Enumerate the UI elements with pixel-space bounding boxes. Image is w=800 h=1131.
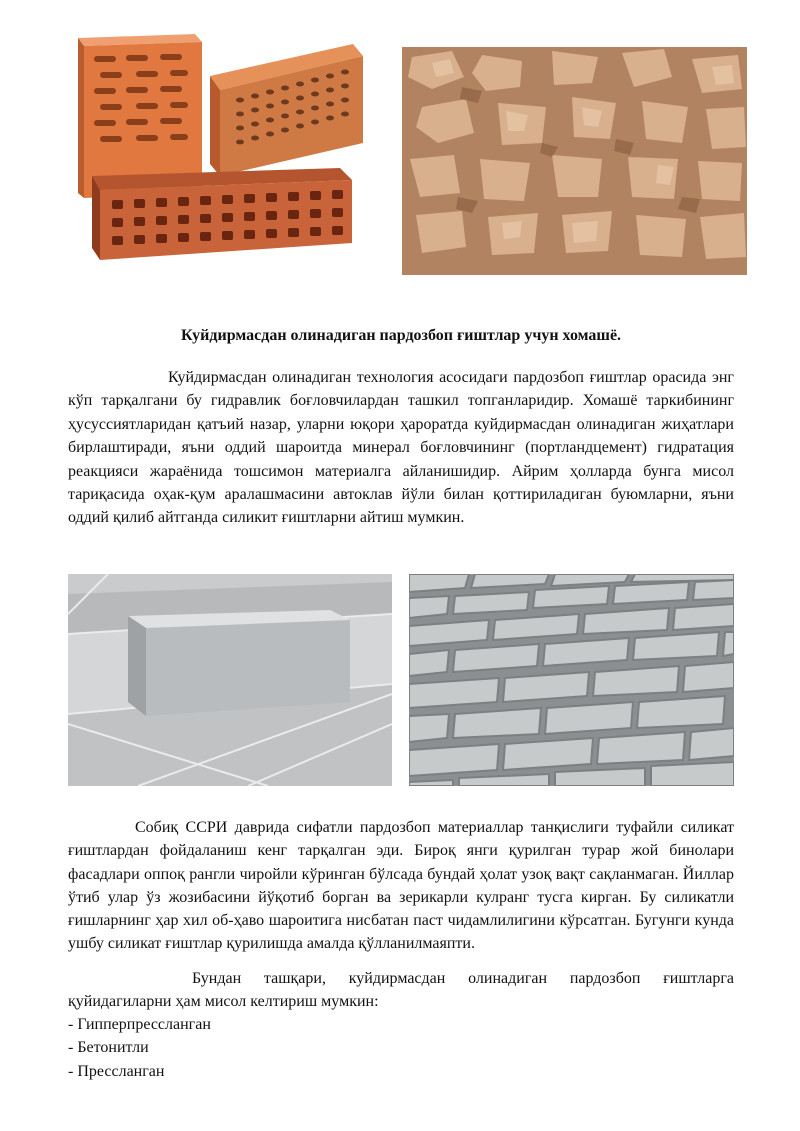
list-item: - Бетонитли: [68, 1039, 149, 1057]
list-item: - Прессланган: [68, 1062, 165, 1080]
list-item: - Гипперпрессланган: [68, 1016, 211, 1033]
section-heading: Куйдирмасдан олинадиган пардозбоп ғиштлар учун хомашё.: [180, 327, 622, 344]
silicate-brick-photo: [68, 574, 392, 786]
paragraph-2: Собиқ ССРИ даврида сифатли пардозбоп материаллар танқислиги туфайли силикат ғиштлардан фойдаланиш кенг тарқалган эди. Бироқ янги қурилган турар жой бинолари фасадлари оппоқ рангли чиройли кўринган бўлсада бундай ҳолат узоқ вақт сақланмаган. Йиллар ўтиб улар ўз жозибасини йўқотиб борган ва зерикарли кулранг тусга кирган. Бу силикатли ғишларнинг ҳар хил об-ҳаво шароитига нисбатан паст чидамлилигини кўрсатган. Бугунги кунда ушбу силикат ғиштлар қурилишда амалда қўлланилмаяпти.: [68, 819, 734, 953]
clay-photo: [402, 47, 747, 275]
bricks-photo: [70, 28, 370, 278]
paragraph-1: Куйдирмасдан олинадиган технология асосидаги пардозбоп ғиштлар орасида энг кўп тарқалгани бу гидравлик боғловчилардан ташкил топганларидир. Хомашё таркибининг ҳусуссиятларидан қатъий назар, уларни юқори ҳароратда куйдирмасдан олинадиган жиҳатлари бирлаштиради, яъни оддий шароитда минерал боғловчининг (портландцемент) гидратация реакцияси жараёнида тошсимон материалга айланишидир. Айрим ҳолларда бунга мисол тариқасида оҳак-қум аралашмасини автоклав йўли билан қоттириладиган буюмларни, яъни оддий қилиб айтганда силикит ғиштларни айтиш мумкин.: [68, 369, 734, 527]
types-list: [68, 1013, 211, 1083]
brick-wall-photo: [409, 574, 734, 786]
paragraph-3: Бундан ташқари, куйдирмасдан олинадиган пардозбоп ғиштларга қуйидагиларни ҳам мисол келтириш мумкин:: [68, 970, 734, 1011]
